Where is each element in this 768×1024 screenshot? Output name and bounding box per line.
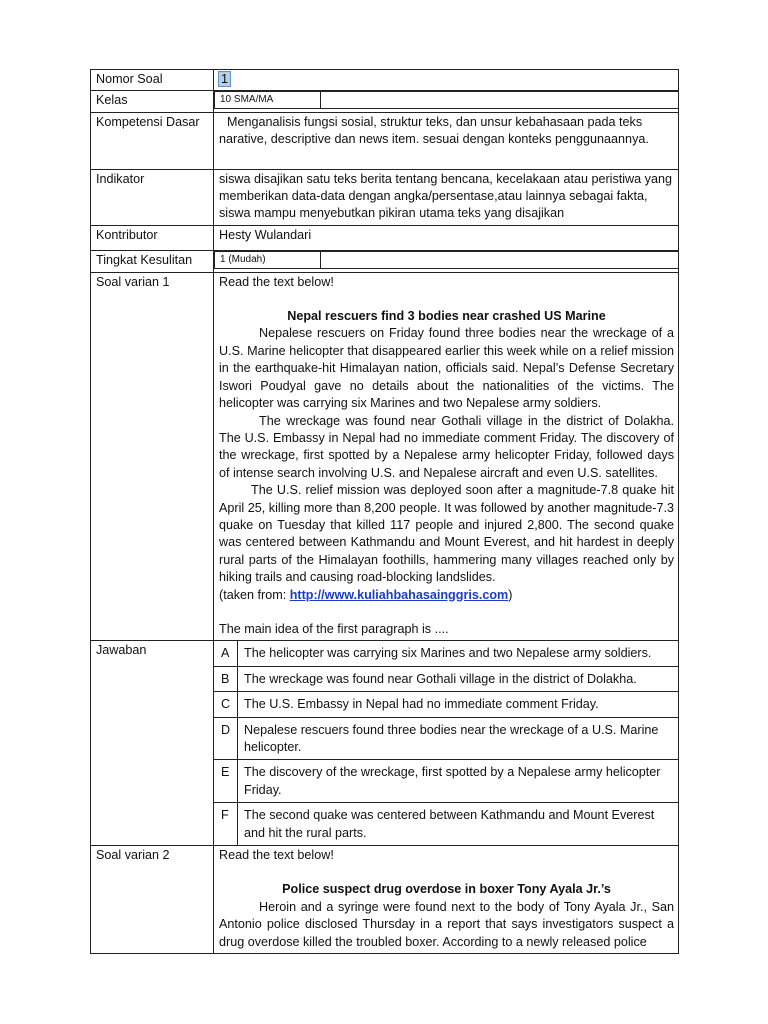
option-text[interactable]: The second quake was centered between Kathmandu and Mount Everest and hit the rural parts. — [244, 808, 655, 840]
soal1-source — [219, 587, 674, 604]
value-kontributor[interactable]: Hesty Wulandari — [214, 225, 679, 250]
value-indikator[interactable]: siswa disajikan satu teks berita tentang bencana, kecelakaan atau peristiwa yang memberikan data-data dengan angka/persentase,atau lainnya sebagai fakta, siswa mampu menyebutkan pikiran utama teks yang disajikan — [214, 169, 679, 225]
answer-option[interactable] — [214, 666, 678, 691]
soal1-question: The main idea of the first paragraph is .... — [219, 621, 449, 636]
label-kompetensi: Kompetensi Dasar — [91, 112, 214, 169]
value-kelas[interactable]: 10 SMA/MA — [215, 92, 321, 109]
value-nomor-soal[interactable] — [214, 70, 679, 91]
soal1-paragraph-1: Nepalese rescuers on Friday found three bodies near the wreckage of a U.S. Marine helicopter that disappeared earlier this week while on a relief mission in the earthquake-hit Himalayan nation, officials said. Nepal’s Defense Secretary Iswori Poudyal gave no details about the nationalities of the victims. The helicopter was carrying six Marines and two Nepalese army soldiers. — [219, 326, 674, 411]
tingkat-inner-table — [214, 251, 678, 269]
value-jawaban — [214, 641, 679, 846]
label-tingkat: Tingkat Kesulitan — [91, 251, 214, 272]
nomor-soal-number[interactable]: 1 — [221, 72, 229, 86]
kelas-inner-table — [214, 91, 678, 109]
option-text[interactable]: The discovery of the wreckage, first spotted by a Nepalese army helicopter Friday. — [238, 760, 679, 803]
tingkat-empty-cell — [321, 252, 679, 269]
row-nomor-soal — [91, 70, 679, 91]
soal1-article-title: Nepal rescuers find 3 bodies near crashed US Marine — [287, 309, 606, 324]
option-letter: F — [214, 803, 238, 845]
label-nomor-soal: Nomor Soal — [91, 70, 214, 91]
answer-option[interactable] — [214, 803, 678, 845]
answer-option[interactable] — [214, 641, 678, 666]
row-jawaban — [91, 641, 679, 846]
row-kompetensi — [91, 112, 679, 169]
answer-option[interactable] — [214, 692, 678, 717]
option-letter: A — [214, 641, 238, 666]
answer-option[interactable] — [214, 717, 678, 760]
spacer — [219, 864, 674, 881]
source-suffix: ) — [508, 587, 513, 602]
soal1-paragraph-2: The wreckage was found near Gothali village in the district of Dolakha. The U.S. Embassy in Nepal had no immediate comment Friday. The discovery of the wreckage, first spotted by a Nepalese army helicopter Friday, followed days of intense search involving U.S. and Nepalese aircraft and even U.S. satellites. — [219, 413, 674, 480]
option-text[interactable]: Nepalese rescuers found three bodies near the wreckage of a U.S. Marine helicopter. — [238, 717, 679, 760]
row-tingkat — [91, 251, 679, 272]
value-tingkat-cell — [214, 251, 679, 272]
label-indikator: Indikator — [91, 169, 214, 225]
row-indikator — [91, 169, 679, 225]
spacer — [219, 291, 674, 308]
soal2-article-title: Police suspect drug overdose in boxer Tony Ayala Jr.’s — [282, 882, 611, 897]
row-kontributor — [91, 225, 679, 250]
value-tingkat[interactable]: 1 (Mudah) — [215, 252, 321, 269]
option-text[interactable]: The helicopter was carrying six Marines and two Nepalese army soldiers. — [238, 641, 679, 666]
option-letter: C — [214, 692, 238, 717]
answer-options-table — [214, 641, 678, 845]
value-soal-varian-2[interactable] — [214, 846, 679, 954]
label-soal-varian-1: Soal varian 1 — [91, 272, 214, 641]
value-kelas-cell — [214, 91, 679, 112]
label-kontributor: Kontributor — [91, 225, 214, 250]
value-soal-varian-1[interactable] — [214, 272, 679, 641]
label-kelas: Kelas — [91, 91, 214, 112]
kompetensi-text: Menganalisis fungsi sosial, struktur teks, dan unsur kebahasaan pada teks narative, descriptive dan news item. sesuai dengan konteks penggunaannya. — [219, 114, 649, 147]
row-kelas — [91, 91, 679, 112]
row-soal-varian-2 — [91, 846, 679, 954]
option-text[interactable]: The wreckage was found near Gothali village in the district of Dolakha. — [238, 666, 679, 691]
source-prefix: (taken from: — [219, 587, 290, 602]
option-text[interactable]: The U.S. Embassy in Nepal had no immediate comment Friday. — [238, 692, 679, 717]
value-kompetensi[interactable] — [214, 112, 679, 169]
soal2-paragraph-1: Heroin and a syringe were found next to the body of Tony Ayala Jr., San Antonio police disclosed Thursday in a report that says investigators suspect a drug overdose killed the troubled boxer. According to a newly released police — [219, 899, 674, 949]
label-jawaban: Jawaban — [91, 641, 214, 846]
question-card-table — [90, 69, 679, 954]
answer-option[interactable] — [214, 760, 678, 803]
option-letter: B — [214, 666, 238, 691]
label-soal-varian-2: Soal varian 2 — [91, 846, 214, 954]
row-soal-varian-1 — [91, 272, 679, 641]
spacer — [219, 604, 674, 621]
soal1-instruction: Read the text below! — [219, 274, 334, 289]
soal2-instruction: Read the text below! — [219, 848, 334, 863]
option-letter: D — [214, 717, 238, 760]
soal1-paragraph-3: The U.S. relief mission was deployed soon after a magnitude-7.8 quake hit April 25, killing more than 8,200 people. It was followed by another magnitude-7.3 quake on Tuesday that killed 117 people and injured 2,800. The second quake was centered between Kathmandu and Mount Everest, and hit hardest in deeply rural parts of the Himalayan foothills, hammering many villages reached only by hiking trails and causing road-blocking landslides. — [219, 483, 674, 585]
kelas-empty-cell — [321, 92, 679, 109]
source-link[interactable]: http://www.kuliahbahasainggris.com — [289, 587, 509, 602]
option-letter: E — [214, 760, 238, 803]
